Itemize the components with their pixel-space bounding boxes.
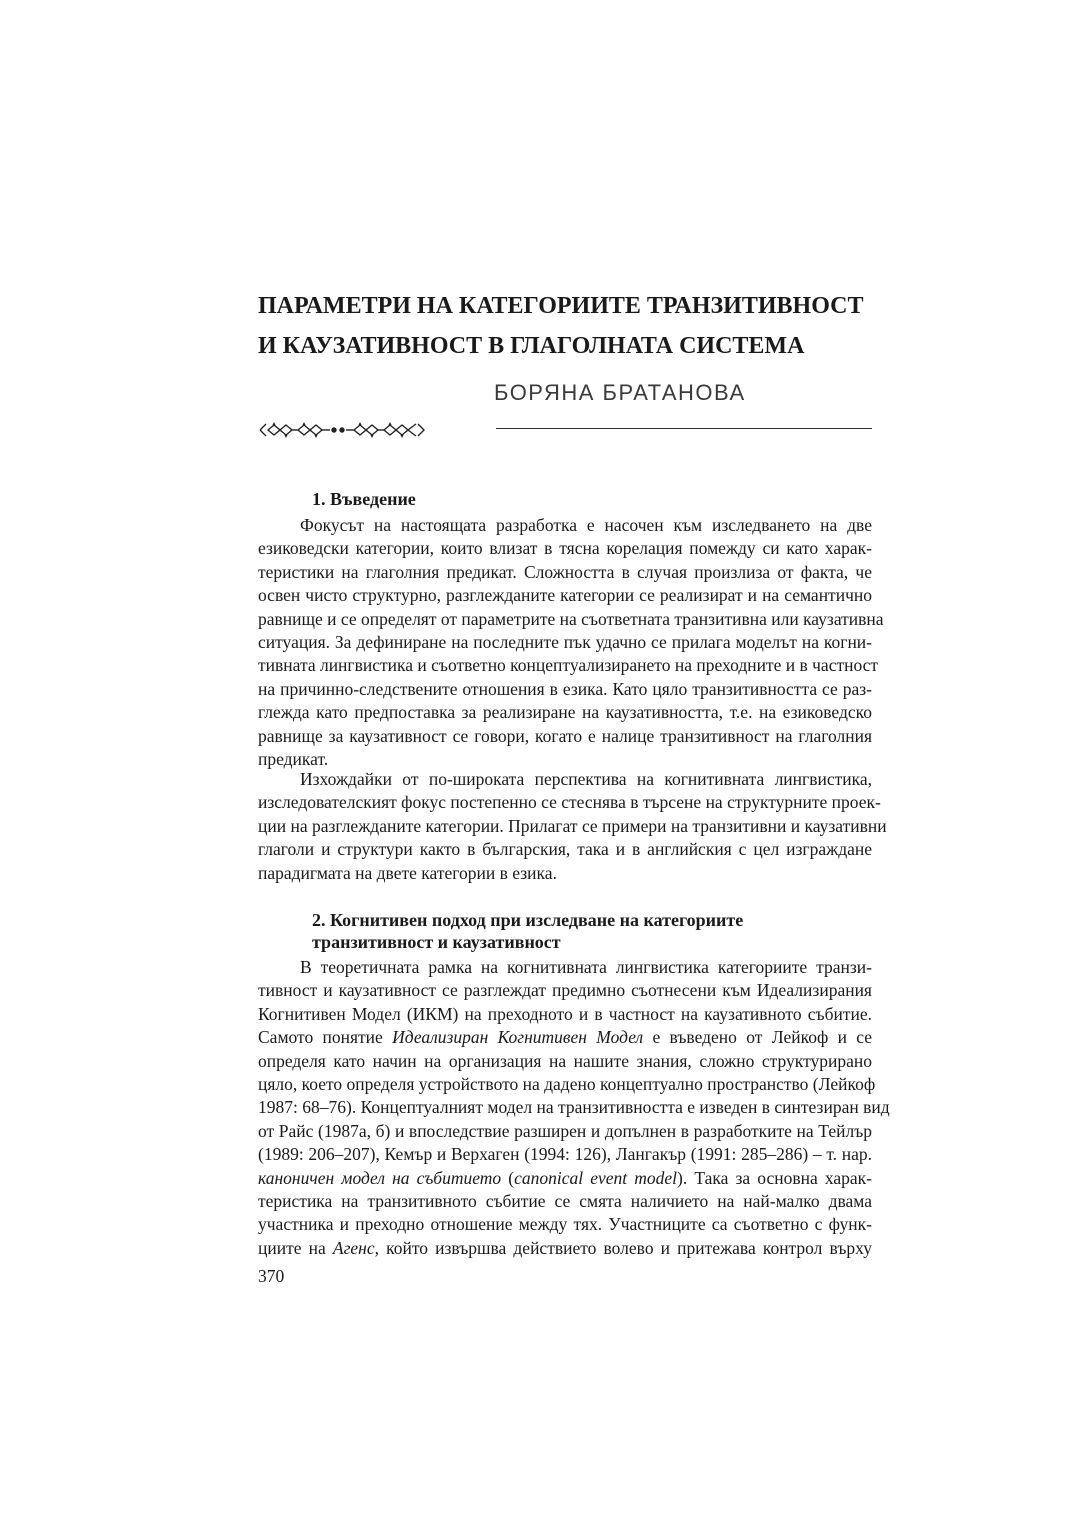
text-line: теристики на глаголния предикат. Сложността в случая произлиза от факта, че [258,561,872,582]
text-line [258,514,872,537]
section-1-paragraph-1 [258,514,884,771]
text-line: тивната лингвистика и съответно концептуализирането на преходните и в частност [258,655,879,676]
italic-term: canonical event model [514,1167,678,1188]
text-run: ( [501,1167,515,1188]
section-2-heading-line-2: транзитивност и каузативност [312,932,561,952]
text-line: участника и преходно отношение между тях. Участниците са съответно с функ- [258,1214,872,1235]
section-2-heading-line-1: 2. Когнитивен подход при изследване на категориите [312,910,744,930]
section-2-paragraph-1 [258,956,890,1260]
italic-term: каноничен модел на събитието [258,1167,502,1188]
decorative-ornament-icon [258,418,426,442]
page-number: 370 [258,1266,285,1286]
article-title-line-1: ПАРАМЕТРИ НА КАТЕГОРИИТЕ ТРАНЗИТИВНОСТ [258,293,864,319]
text-line: определя като начин на организация на нашите знания, сложно структурирано [258,1050,872,1071]
text-line: В теоретичната рамка на когнитивната лингвистика категориите транзи- [300,957,872,977]
section-1-heading: 1. Въведение [312,489,416,509]
italic-term: Агенс [332,1237,375,1258]
text-run: ). Така за основна харак- [677,1167,872,1188]
text-line: езиковедски категории, които влизат в тясна корелация помежду си като харак- [258,538,872,559]
author-name: БОРЯНА БРАТАНОВА [494,380,746,405]
text-line-mixed [258,1026,872,1049]
article-title [258,286,898,366]
text-run: Самото понятие [258,1027,393,1048]
text-line: Когнитивен Модел (ИКМ) на преходното и в частност на каузативното събитие. [258,1003,872,1024]
author-divider-rule [496,428,872,429]
text-line: равнище за каузативност се говори, когато е налице транзитивност на глаголния [258,725,872,746]
text-line: от Райс (1987а, б) и впоследствие разширен и допълнен в разработките на Тейлър [258,1120,872,1141]
section-1-paragraph-2 [258,768,887,885]
text-line: (1989: 206–207), Кемър и Верхаген (1994: 126), Лангакър (1991: 285–286) – т. нар. [258,1144,872,1165]
section-2-heading [312,909,872,953]
text-line-mixed [258,1167,872,1190]
text-line: предикат. [258,748,329,769]
text-run: , който извършва действието волево и притежава контрол върху [374,1237,872,1258]
text-line: изследователският фокус постепенно се стеснява в търсене на структурните проек- [258,792,881,813]
text-line: глежда като предпоставка за реализиране на каузативността, т.е. на езиковедско [258,702,872,723]
text-line: цяло, което определя устройството на дадено концептуално пространство (Лейкоф [258,1073,876,1094]
text-line: теристика на транзитивното събитие се смята наличието на най-малко двама [258,1190,872,1211]
text-line: освен чисто структурно, разглежданите категории се реализират и на семантично [258,585,872,606]
text-run: е въведено от Лейкоф и се [643,1027,873,1048]
text-line: ции на разглежданите категории. Прилагат се примери на транзитивни и каузативни [258,815,887,836]
text-line: равнище и се определят от параметрите на съответната транзитивна или каузативна [258,608,884,629]
text-line: на причинно-следствените отношения в езика. Като цяло транзитивността се раз- [258,678,872,699]
text-line: Изхождайки от по-широката перспектива на когнитивната лингвистика, [300,769,872,789]
text-line: ситуация. За дефиниране на последните пък удачно се прилага моделът на когни- [258,631,872,652]
italic-term: Идеализиран Когнитивен Модел [392,1027,644,1048]
text-line: тивност и каузативност се разглеждат предимно съотнесени към Идеализирания [258,980,872,1001]
text-line: 1987: 68–76). Концептуалният модел на транзитивността е изведен в синтезиран вид [258,1097,890,1118]
text-line: парадигмата на двете категории в езика. [258,862,557,883]
text-line: глаголи и структури както в българския, така и в английския с цел изграждане [258,839,872,860]
text-run: циите на [258,1237,333,1258]
text-line-mixed [258,1237,872,1260]
text-line-content: Фокусът на настоящата разработка е насочен към изследването на две [300,515,872,535]
article-title-line-2: И КАУЗАТИВНОСТ В ГЛАГОЛНАТА СИСТЕМА [258,333,805,359]
